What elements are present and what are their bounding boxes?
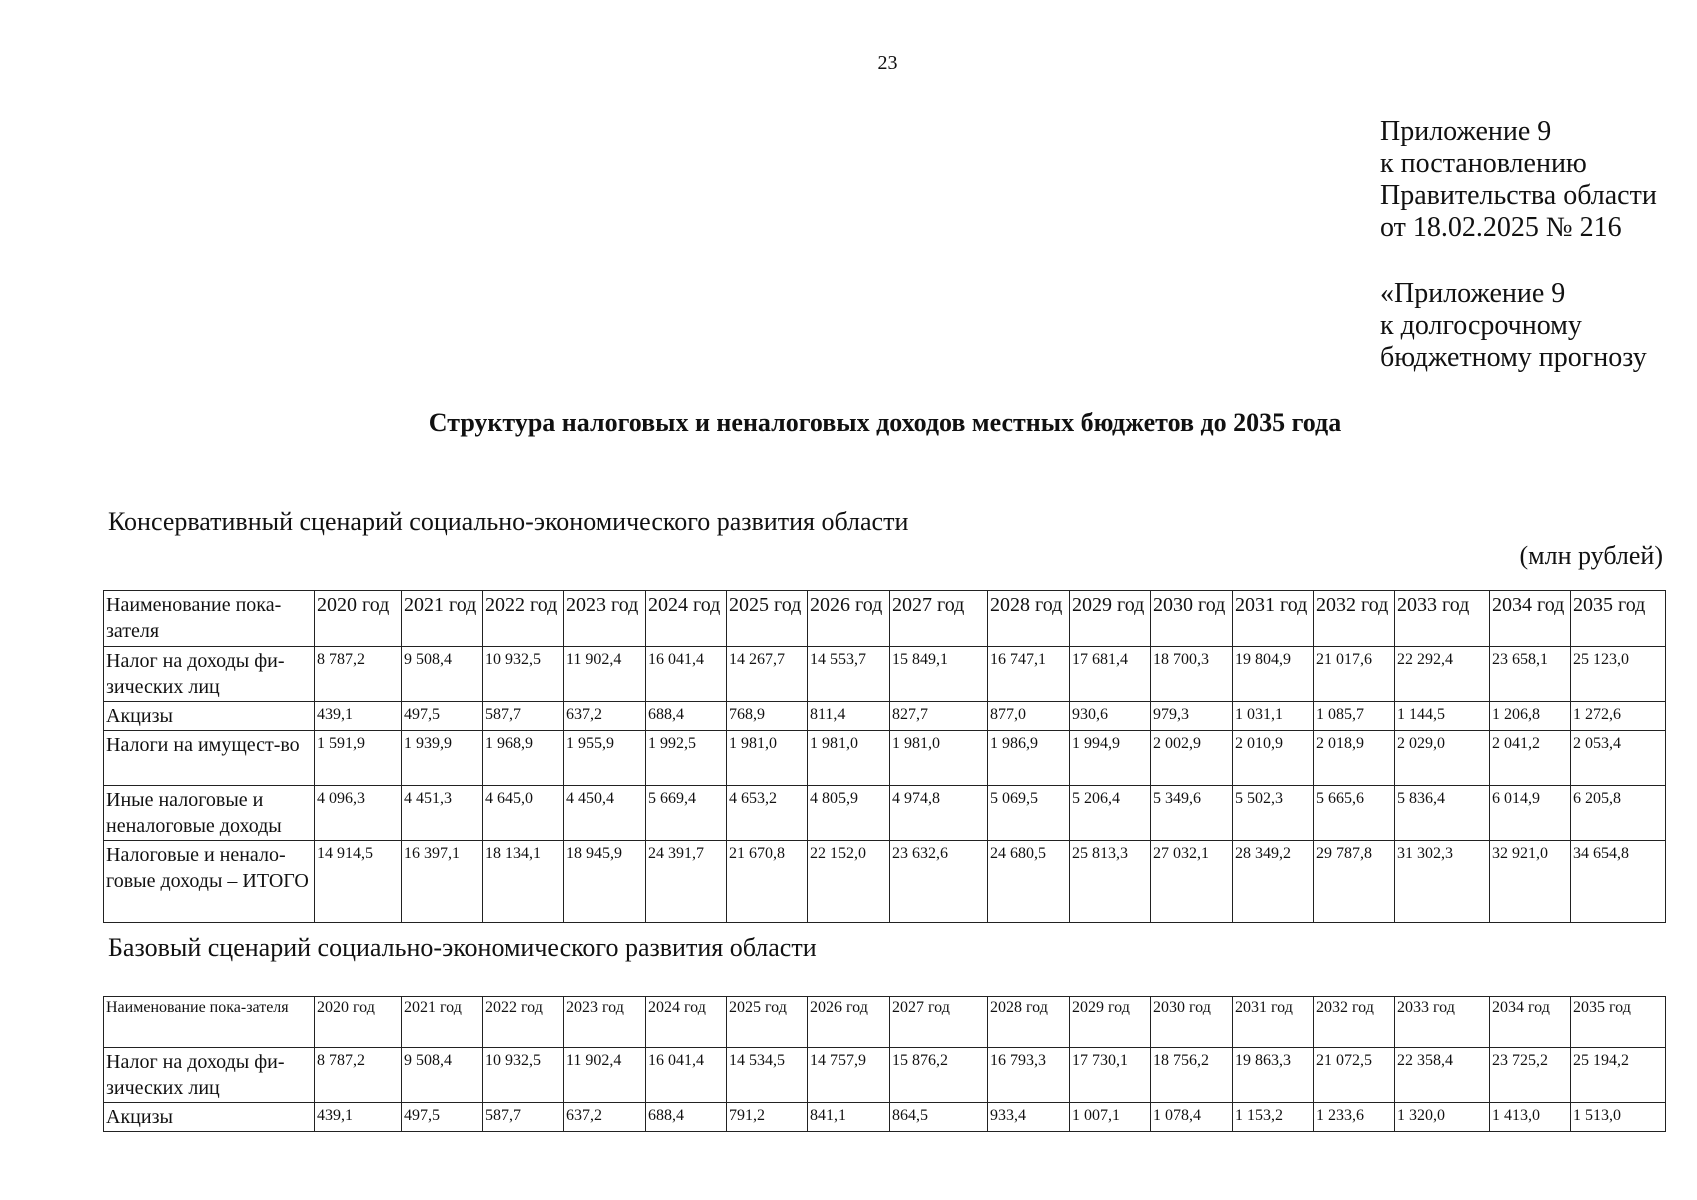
value-cell: 19 863,3	[1233, 1048, 1314, 1103]
table-header-row	[104, 591, 1666, 647]
value-cell: 930,6	[1070, 702, 1151, 731]
table-row	[104, 731, 1666, 786]
value-cell: 9 508,4	[402, 1048, 483, 1103]
value-cell: 2 018,9	[1314, 731, 1395, 786]
value-cell: 25 813,3	[1070, 841, 1151, 923]
value-cell: 32 921,0	[1490, 841, 1571, 923]
column-header-year: 2029 год	[1070, 997, 1151, 1048]
column-header-year: 2025 год	[727, 591, 808, 647]
value-cell: 4 450,4	[564, 786, 646, 841]
value-cell: 14 534,5	[727, 1048, 808, 1103]
value-cell: 25 194,2	[1571, 1048, 1666, 1103]
value-cell: 587,7	[483, 1103, 564, 1132]
value-cell: 16 397,1	[402, 841, 483, 923]
value-cell: 34 654,8	[1571, 841, 1666, 923]
column-header-year: 2033 год	[1395, 997, 1490, 1048]
indicator-name-cell: Налог на доходы фи-зических лиц	[104, 1048, 315, 1103]
value-cell: 5 502,3	[1233, 786, 1314, 841]
value-cell: 439,1	[315, 1103, 402, 1132]
value-cell: 1 986,9	[988, 731, 1070, 786]
appendix-quote	[1380, 278, 1680, 374]
value-cell: 17 681,4	[1070, 647, 1151, 702]
value-cell: 10 932,5	[483, 647, 564, 702]
column-header-year: 2024 год	[646, 997, 727, 1048]
value-cell: 14 914,5	[315, 841, 402, 923]
value-cell: 2 002,9	[1151, 731, 1233, 786]
value-cell: 1 591,9	[315, 731, 402, 786]
value-cell: 1 981,0	[890, 731, 988, 786]
column-header-year: 2023 год	[564, 997, 646, 1048]
column-header-year: 2032 год	[1314, 591, 1395, 647]
table-header-row	[104, 997, 1666, 1048]
column-header-year: 2026 год	[808, 997, 890, 1048]
value-cell: 688,4	[646, 1103, 727, 1132]
value-cell: 1 078,4	[1151, 1103, 1233, 1132]
value-cell: 29 787,8	[1314, 841, 1395, 923]
value-cell: 23 632,6	[890, 841, 988, 923]
value-cell: 827,7	[890, 702, 988, 731]
units-label: (млн рублей)	[1519, 541, 1663, 570]
value-cell: 2 053,4	[1571, 731, 1666, 786]
value-cell: 811,4	[808, 702, 890, 731]
value-cell: 791,2	[727, 1103, 808, 1132]
value-cell: 1 007,1	[1070, 1103, 1151, 1132]
value-cell: 14 757,9	[808, 1048, 890, 1103]
column-header-year: 2031 год	[1233, 997, 1314, 1048]
value-cell: 768,9	[727, 702, 808, 731]
value-cell: 2 041,2	[1490, 731, 1571, 786]
column-header-name: Наименование пока-зателя	[104, 591, 315, 647]
page-number: 23	[877, 52, 898, 74]
column-header-year: 2034 год	[1490, 997, 1571, 1048]
appendix-quote-line: к долгосрочному	[1380, 310, 1582, 341]
indicator-name-cell: Акцизы	[104, 702, 315, 731]
base-scenario-heading: Базовый сценарий социально-экономического развития области	[108, 933, 817, 962]
column-header-year: 2031 год	[1233, 591, 1314, 647]
appendix-header-line: от 18.02.2025 № 216	[1380, 212, 1622, 243]
value-cell: 22 358,4	[1395, 1048, 1490, 1103]
value-cell: 8 787,2	[315, 1048, 402, 1103]
value-cell: 1 320,0	[1395, 1103, 1490, 1132]
appendix-header-line: к постановлению	[1380, 148, 1587, 179]
value-cell: 1 968,9	[483, 731, 564, 786]
value-cell: 1 144,5	[1395, 702, 1490, 731]
value-cell: 16 041,4	[646, 1048, 727, 1103]
column-header-year: 2028 год	[988, 997, 1070, 1048]
value-cell: 15 876,2	[890, 1048, 988, 1103]
value-cell: 31 302,3	[1395, 841, 1490, 923]
value-cell: 28 349,2	[1233, 841, 1314, 923]
value-cell: 4 451,3	[402, 786, 483, 841]
value-cell: 1 272,6	[1571, 702, 1666, 731]
value-cell: 8 787,2	[315, 647, 402, 702]
appendix-header-line: Приложение 9	[1380, 116, 1552, 147]
column-header-year: 2025 год	[727, 997, 808, 1048]
column-header-year: 2021 год	[402, 997, 483, 1048]
table-row	[104, 702, 1666, 731]
value-cell: 22 152,0	[808, 841, 890, 923]
column-header-year: 2020 год	[315, 591, 402, 647]
value-cell: 1 981,0	[808, 731, 890, 786]
value-cell: 19 804,9	[1233, 647, 1314, 702]
value-cell: 18 700,3	[1151, 647, 1233, 702]
value-cell: 637,2	[564, 702, 646, 731]
value-cell: 1 939,9	[402, 731, 483, 786]
value-cell: 17 730,1	[1070, 1048, 1151, 1103]
value-cell: 4 974,8	[890, 786, 988, 841]
conservative-scenario-heading: Консервативный сценарий социально-экономического развития области	[108, 507, 909, 536]
value-cell: 21 017,6	[1314, 647, 1395, 702]
value-cell: 864,5	[890, 1103, 988, 1132]
value-cell: 1 955,9	[564, 731, 646, 786]
value-cell: 21 670,8	[727, 841, 808, 923]
value-cell: 877,0	[988, 702, 1070, 731]
value-cell: 4 096,3	[315, 786, 402, 841]
column-header-year: 2023 год	[564, 591, 646, 647]
column-header-year: 2035 год	[1571, 997, 1666, 1048]
value-cell: 1 992,5	[646, 731, 727, 786]
value-cell: 4 805,9	[808, 786, 890, 841]
value-cell: 587,7	[483, 702, 564, 731]
value-cell: 841,1	[808, 1103, 890, 1132]
value-cell: 1 233,6	[1314, 1103, 1395, 1132]
indicator-name-cell: Акцизы	[104, 1103, 315, 1132]
value-cell: 23 658,1	[1490, 647, 1571, 702]
value-cell: 439,1	[315, 702, 402, 731]
value-cell: 5 069,5	[988, 786, 1070, 841]
value-cell: 5 669,4	[646, 786, 727, 841]
value-cell: 24 680,5	[988, 841, 1070, 923]
table-row	[104, 1048, 1666, 1103]
value-cell: 21 072,5	[1314, 1048, 1395, 1103]
table-row	[104, 786, 1666, 841]
indicator-name-cell: Налоговые и ненало-говые доходы – ИТОГО	[104, 841, 315, 923]
value-cell: 10 932,5	[483, 1048, 564, 1103]
value-cell: 1 206,8	[1490, 702, 1571, 731]
value-cell: 6 205,8	[1571, 786, 1666, 841]
value-cell: 497,5	[402, 1103, 483, 1132]
value-cell: 4 653,2	[727, 786, 808, 841]
value-cell: 4 645,0	[483, 786, 564, 841]
table-row	[104, 1103, 1666, 1132]
value-cell: 497,5	[402, 702, 483, 731]
column-header-year: 2027 год	[890, 997, 988, 1048]
column-header-year: 2027 год	[890, 591, 988, 647]
column-header-year: 2034 год	[1490, 591, 1571, 647]
value-cell: 5 206,4	[1070, 786, 1151, 841]
value-cell: 979,3	[1151, 702, 1233, 731]
value-cell: 9 508,4	[402, 647, 483, 702]
value-cell: 22 292,4	[1395, 647, 1490, 702]
column-header-year: 2022 год	[483, 591, 564, 647]
appendix-quote-line: бюджетному прогнозу	[1380, 342, 1647, 373]
conservative-table	[103, 590, 1666, 923]
value-cell: 5 665,6	[1314, 786, 1395, 841]
column-header-year: 2024 год	[646, 591, 727, 647]
value-cell: 24 391,7	[646, 841, 727, 923]
appendix-quote-line: «Приложение 9	[1380, 278, 1566, 309]
value-cell: 1 031,1	[1233, 702, 1314, 731]
value-cell: 14 267,7	[727, 647, 808, 702]
value-cell: 18 756,2	[1151, 1048, 1233, 1103]
value-cell: 25 123,0	[1571, 647, 1666, 702]
column-header-year: 2029 год	[1070, 591, 1151, 647]
value-cell: 18 945,9	[564, 841, 646, 923]
value-cell: 27 032,1	[1151, 841, 1233, 923]
value-cell: 23 725,2	[1490, 1048, 1571, 1103]
column-header-year: 2028 год	[988, 591, 1070, 647]
value-cell: 2 010,9	[1233, 731, 1314, 786]
column-header-year: 2026 год	[808, 591, 890, 647]
value-cell: 11 902,4	[564, 647, 646, 702]
value-cell: 933,4	[988, 1103, 1070, 1132]
value-cell: 6 014,9	[1490, 786, 1571, 841]
column-header-name: Наименование пока-зателя	[104, 997, 315, 1048]
document-title: Структура налоговых и неналоговых доходов местных бюджетов до 2035 года	[428, 408, 1342, 437]
column-header-year: 2030 год	[1151, 997, 1233, 1048]
column-header-year: 2030 год	[1151, 591, 1233, 647]
value-cell: 5 349,6	[1151, 786, 1233, 841]
appendix-header-line: Правительства области	[1380, 180, 1657, 211]
value-cell: 2 029,0	[1395, 731, 1490, 786]
column-header-year: 2032 год	[1314, 997, 1395, 1048]
base-table	[103, 996, 1666, 1132]
column-header-year: 2035 год	[1571, 591, 1666, 647]
value-cell: 16 793,3	[988, 1048, 1070, 1103]
value-cell: 11 902,4	[564, 1048, 646, 1103]
value-cell: 14 553,7	[808, 647, 890, 702]
value-cell: 688,4	[646, 702, 727, 731]
indicator-name-cell: Налог на доходы фи-зических лиц	[104, 647, 315, 702]
appendix-header	[1380, 116, 1680, 244]
table-row	[104, 841, 1666, 923]
value-cell: 637,2	[564, 1103, 646, 1132]
value-cell: 1 994,9	[1070, 731, 1151, 786]
value-cell: 1 153,2	[1233, 1103, 1314, 1132]
value-cell: 15 849,1	[890, 647, 988, 702]
value-cell: 16 747,1	[988, 647, 1070, 702]
column-header-year: 2022 год	[483, 997, 564, 1048]
value-cell: 16 041,4	[646, 647, 727, 702]
value-cell: 18 134,1	[483, 841, 564, 923]
table-row	[104, 647, 1666, 702]
indicator-name-cell: Налоги на имущест-во	[104, 731, 315, 786]
value-cell: 1 513,0	[1571, 1103, 1666, 1132]
indicator-name-cell: Иные налоговые и неналоговые доходы	[104, 786, 315, 841]
value-cell: 5 836,4	[1395, 786, 1490, 841]
value-cell: 1 981,0	[727, 731, 808, 786]
column-header-year: 2021 год	[402, 591, 483, 647]
value-cell: 1 085,7	[1314, 702, 1395, 731]
column-header-year: 2033 год	[1395, 591, 1490, 647]
value-cell: 1 413,0	[1490, 1103, 1571, 1132]
column-header-year: 2020 год	[315, 997, 402, 1048]
